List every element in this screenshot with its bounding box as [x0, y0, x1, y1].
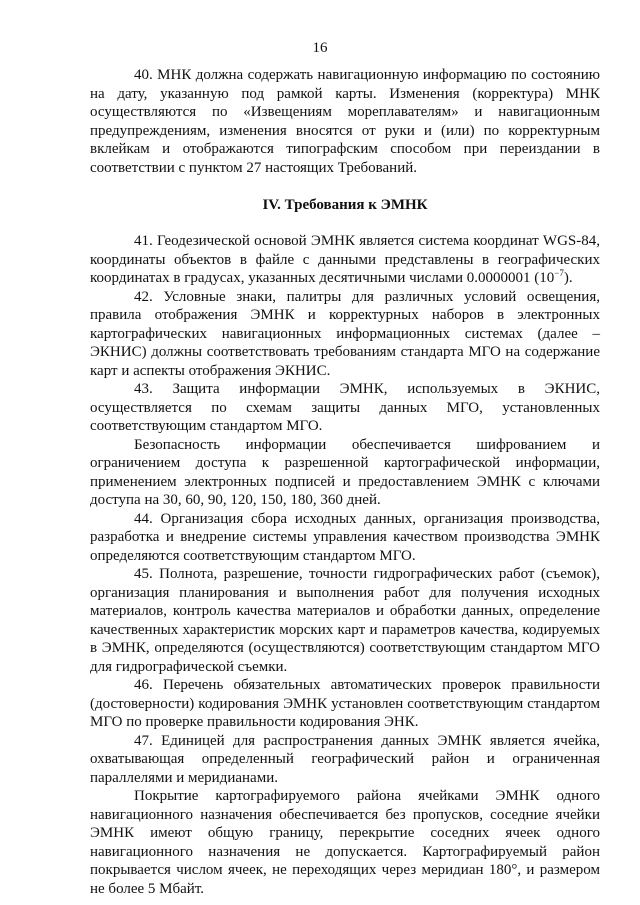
paragraph-40: 40. МНК должна содержать навигационную информацию по состоянию на дату, указанную под рамкой карты. Изменения (корректура) МНК осуществляются по «Извещениям мореплавателям» и навигационным предупреждениям, изменения вносятся от руки и (или) по корректурным вклейкам и отображаются типографским способом при переиздании в соответствии с пунктом 27 настоящих Требований. [90, 67, 600, 176]
document-body [90, 66, 600, 898]
section-heading: IV. Требования к ЭМНК [262, 197, 428, 213]
paragraph-44: 44. Организация сбора исходных данных, организация производства, разработка и внедрение системы управления качеством производства ЭМНК определяются соответствующим стандартом МГО. [90, 510, 600, 564]
paragraph-42: 42. Условные знаки, палитры для различных условий освещения, правила отображения ЭМНК и корректурных наборов в электронных картографических навигационных информационных системах (далее – ЭКНИС) должны соответствовать требованиям стандарта МГО на содержание карт и аспекты отображения ЭКНИС. [90, 288, 600, 379]
paragraph-47: 47. Единицей для распространения данных ЭМНК является ячейка, охватывающая определенный географический район и ограниченная параллелями и меридианами. [90, 732, 600, 786]
paragraph-41 [90, 232, 600, 288]
paragraph-45: 45. Полнота, разрешение, точности гидрографических работ (съемок), организация планирования и выполнения работ для получения исходных материалов, контроль качества материалов и обработки данных, определение качественных характеристик морских карт и параметров качества, кодируемых в ЭМНК, определяются (осуществляются) соответствующим стандартом МГО для гидрографической съемки. [90, 566, 600, 675]
paragraph-47-coverage: Покрытие картографируемого района ячейками ЭМНК одного навигационного назначения обеспечивается без пропусков, соседние ячейки ЭМНК имеют общую границу, перекрытие соседних ячеек одного навигационного назначения не допускается. Картографируемый район покрывается числом ячеек, не переходящих через меридиан 180°, и размером не более 5 Мбайт. [90, 788, 600, 897]
paragraph-43-security: Безопасность информации обеспечивается шифрованием и ограничением доступа к разрешенной картографической информации, применением электронных подписей и предоставлением ЭМНК с ключами доступа на 30, 60, 90, 120, 150, 180, 360 дней. [90, 436, 600, 508]
page-number: 16 [312, 40, 328, 56]
paragraph-41-exponent: −7 [554, 268, 564, 278]
paragraph-43: 43. Защита информации ЭМНК, используемых в ЭКНИС, осуществляется по схемам защиты данных МГО, установленных соответствующим стандартом МГО. [90, 381, 600, 434]
paragraph-41-end: ). [563, 270, 573, 286]
paragraph-46: 46. Перечень обязательных автоматических проверок правильности (достоверности) кодирования ЭМНК установлен соответствующим стандартом МГО по проверке правильности кодирования ЭНК. [90, 677, 600, 730]
paragraph-41-text: 41. Геодезической основой ЭМНК является система координат WGS-84, координаты объектов в файле с данными представлены в географических координатах в градусах, указанных десятичными числами 0.0000001 (10 [90, 233, 600, 286]
